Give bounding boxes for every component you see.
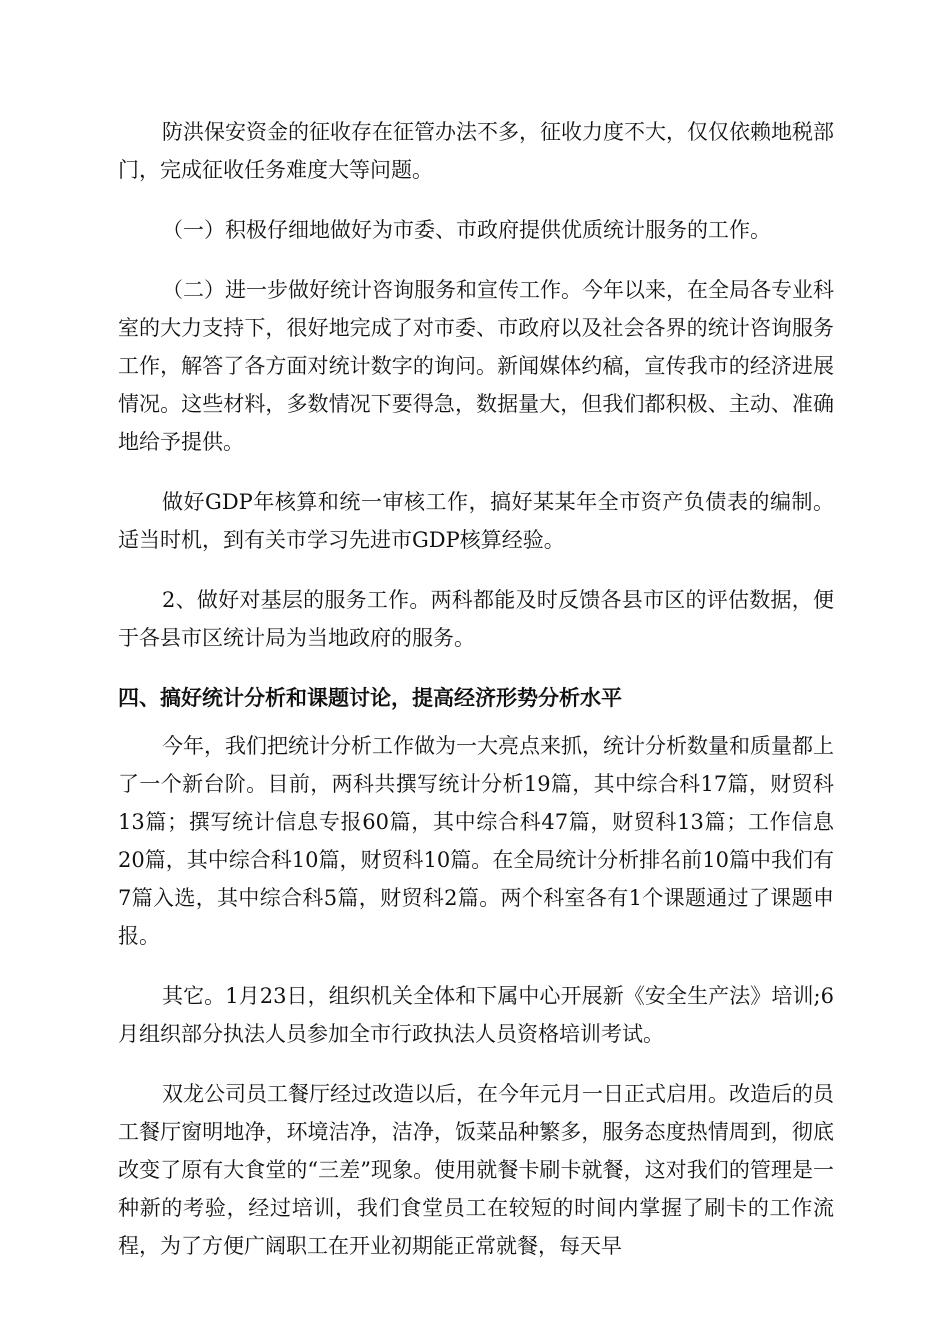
document-body bbox=[118, 113, 834, 1265]
paragraph: 双龙公司员工餐厅经过改造以后，在今年元月一日正式启用。改造后的员工餐厅窗明地净，环境洁净，洁净，饭菜品种繁多，服务态度热情周到，彻底改变了原有大食堂的“三差”现象。使用就餐卡刷卡就餐，这对我们的管理是一种新的考验，经过培训，我们食堂员工在较短的时间内掌握了刷卡的工作流程，为了方便广阔职工在开业初期能正常就餐，每天早 bbox=[118, 1082, 834, 1258]
paragraph: 做好GDP年核算和统一审核工作，搞好某某年全市资产负债表的编制。适当时机，到有关市学习先进市GDP核算经验。 bbox=[118, 490, 834, 552]
section-heading: 四、搞好统计分析和课题讨论，提高经济形势分析水平 bbox=[118, 686, 622, 710]
paragraph: 防洪保安资金的征收存在征管办法不多，征收力度不大，仅仅依赖地税部门，完成征收任务难度大等问题。 bbox=[118, 120, 834, 182]
paragraph: （二）进一步做好统计咨询服务和宣传工作。今年以来，在全局各专业科室的大力支持下，很好地完成了对市委、市政府以及社会各界的统计咨询服务工作，解答了各方面对统计数字的询问。新闻媒体约稿，宣传我市的经济进展情况。这些材料，多数情况下要得急，数据量大，但我们都积极、主动、准确地给予提供。 bbox=[118, 278, 834, 454]
paragraph: 今年，我们把统计分析工作做为一大亮点来抓，统计分析数量和质量都上了一个新台阶。目前，两科共撰写统计分析19篇，其中综合科17篇，财贸科13篇；撰写统计信息专报60篇，其中综合科47篇，财贸科13篇；工作信息20篇，其中综合科10篇，财贸科10篇。在全局统计分析排名前10篇中我们有7篇入选，其中综合科5篇，财贸科2篇。两个科室各有1个课题通过了课题申报。 bbox=[118, 734, 834, 948]
paragraph: 其它。1月23日，组织机关全体和下属中心开展新《安全生产法》培训;6月组织部分执法人员参加全市行政执法人员资格培训考试。 bbox=[118, 984, 834, 1046]
paragraph: 2、做好对基层的服务工作。两科都能及时反馈各县市区的评估数据，便于各县市区统计局为当地政府的服务。 bbox=[118, 588, 834, 650]
paragraph: （一）积极仔细地做好为市委、市政府提供优质统计服务的工作。 bbox=[162, 218, 771, 242]
